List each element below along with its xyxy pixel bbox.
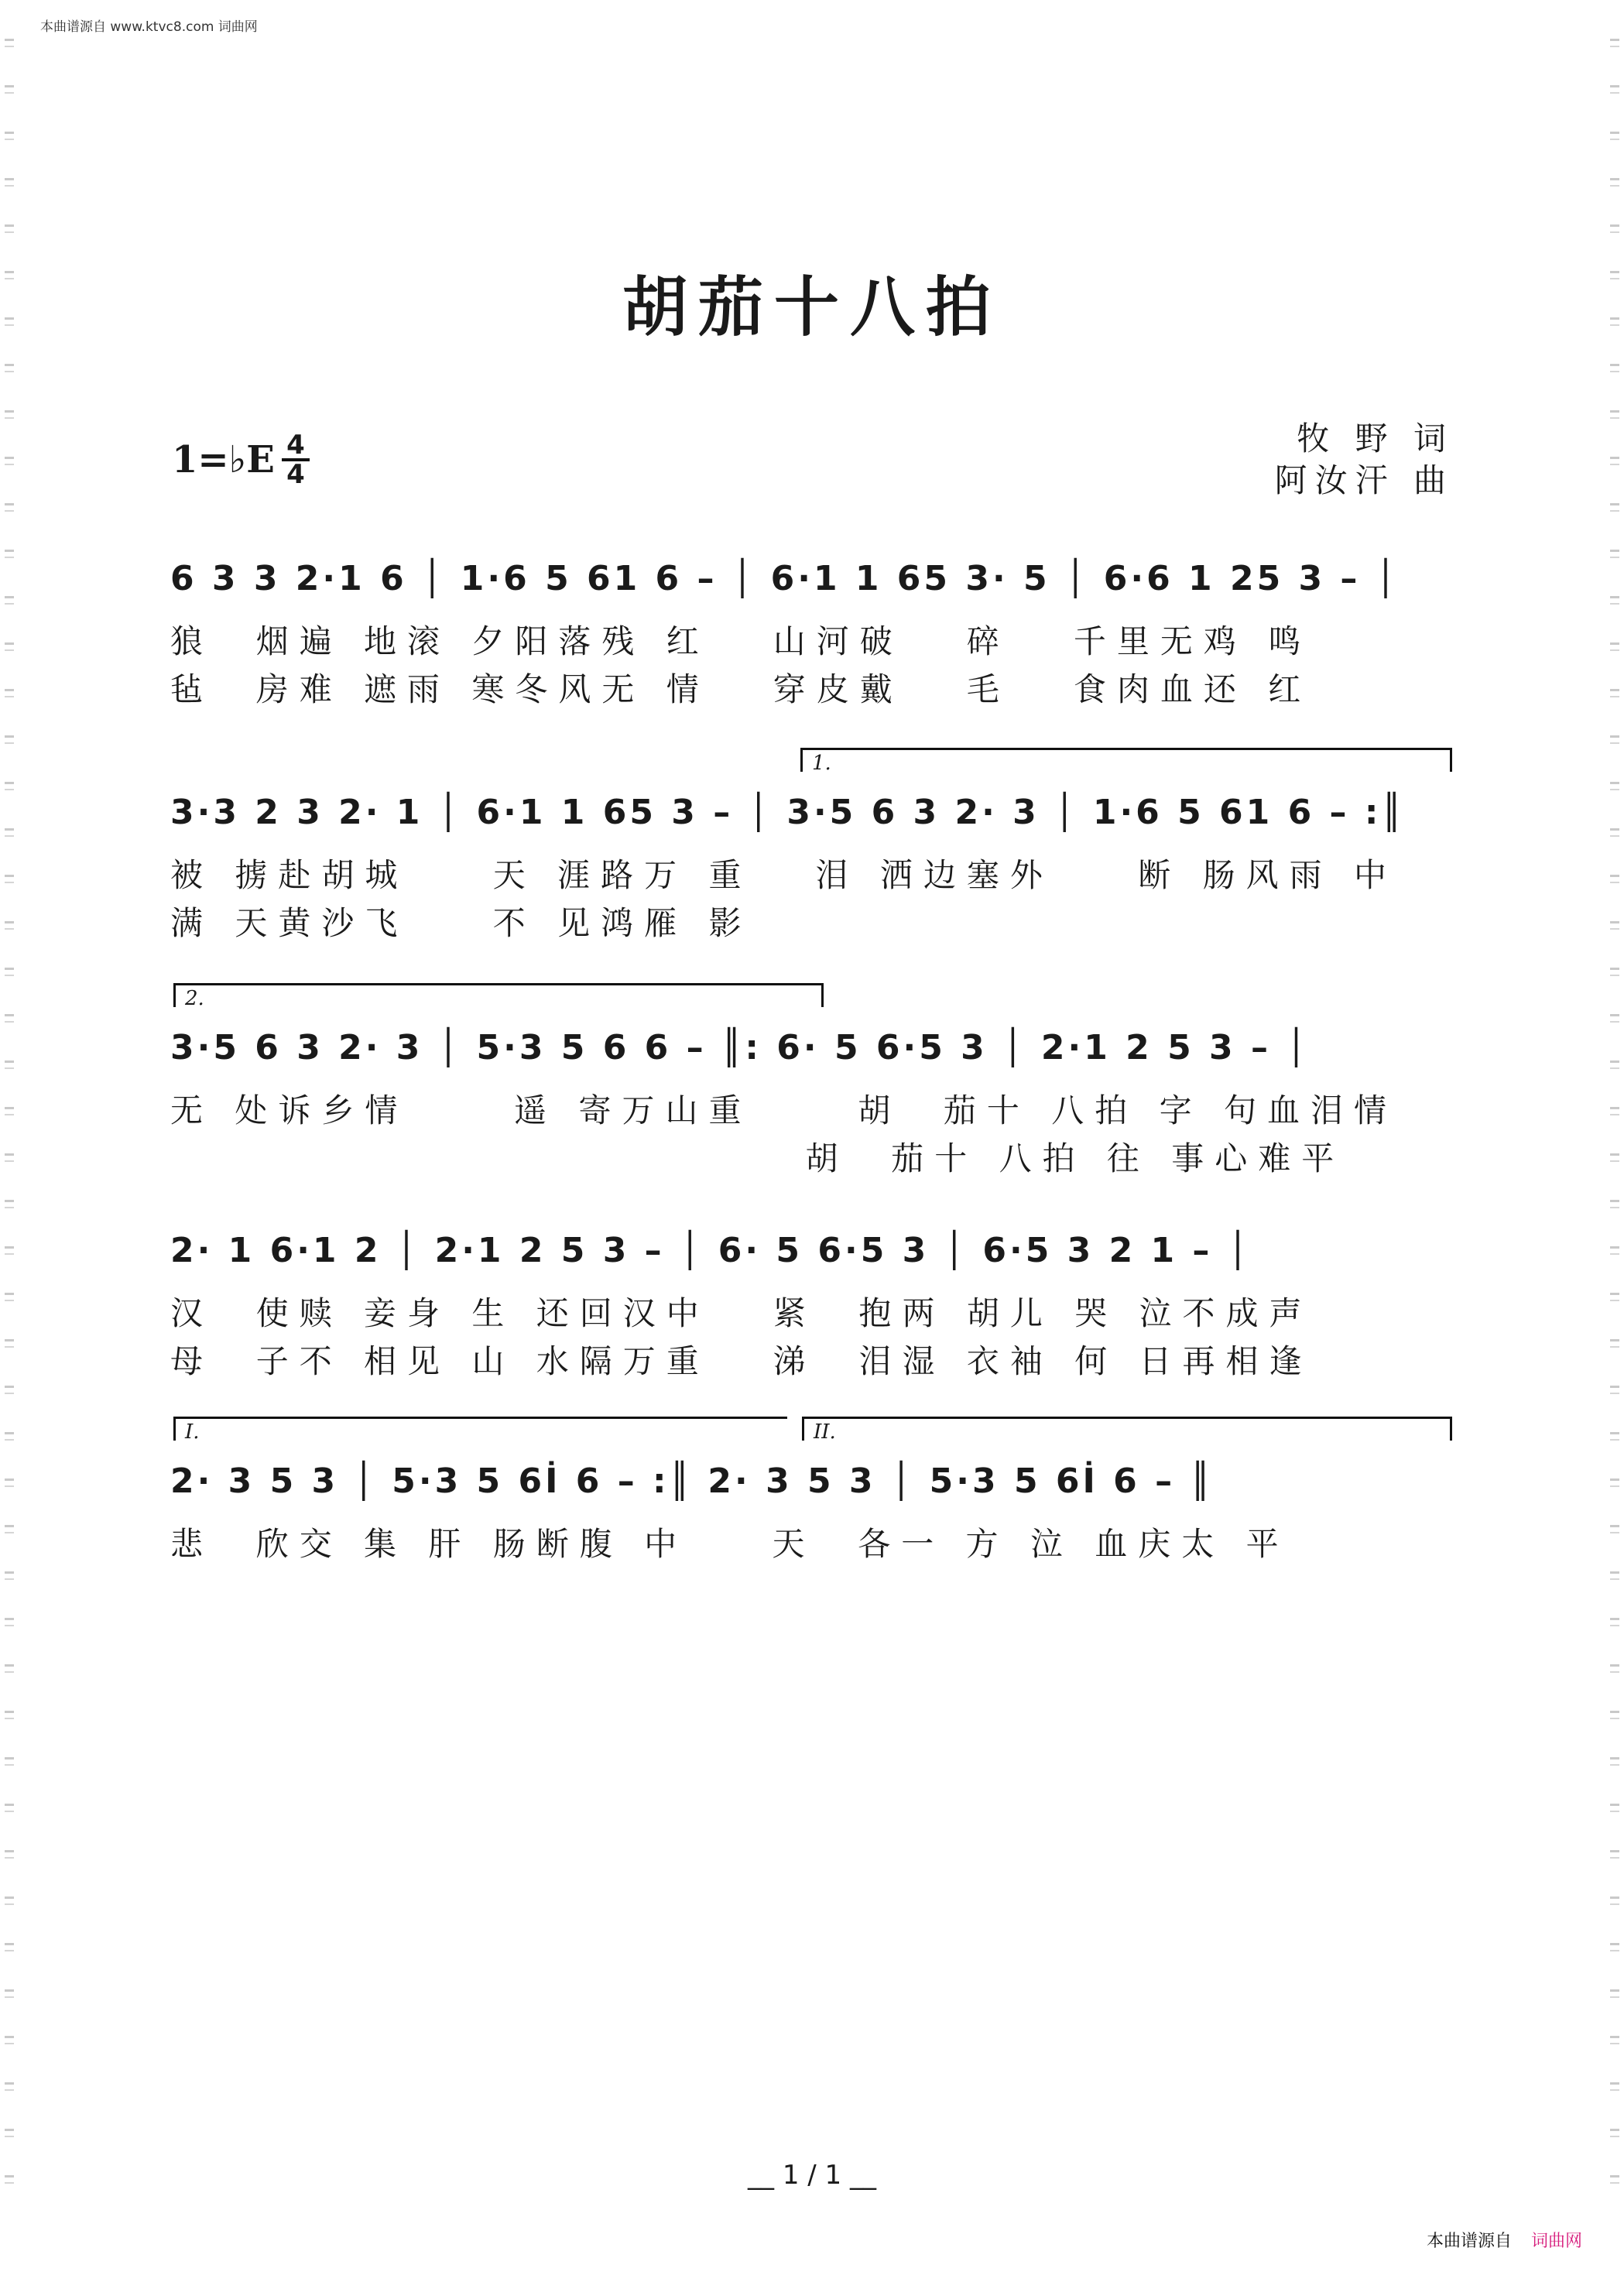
volta-bracket-1: [800, 748, 1452, 775]
volta-label: 2.: [185, 987, 204, 1010]
score-title: 胡茄十八拍: [622, 269, 1002, 345]
time-signature-top: 4: [286, 430, 305, 461]
source-footer-text: 本曲谱源自: [1426, 2232, 1512, 2251]
lyric-verse-2: 毡 房难 遮雨 寒冬风无 情 穿皮戴 毛 食肉血还 红: [170, 670, 1312, 708]
time-signature: [282, 430, 310, 490]
lyric-verse-2: 母 子不 相见 山 水隔万重 涕 泪湿 衣袖 何 日再相逢: [170, 1342, 1313, 1380]
notes-line: 3·3 2 3 2· 1 │ 6·1 1 65 3 – │ 3·5 6 3 2· 3 │ 1·6 5 61 6 – :║: [170, 793, 1405, 832]
notes-line: 2· 3 5 3 │ 5·3 5 6İ 6 – :║ 2· 3 5 3 │ 5·3 5 6İ 6 – ║: [170, 1461, 1214, 1501]
lyric-verse-1: 无 处诉乡情 遥 寄万山重 胡 茄十 八拍 字 句血泪情: [170, 1091, 1397, 1129]
volta-label: II.: [814, 1420, 836, 1444]
time-signature-bottom: 4: [286, 459, 305, 490]
source-footer: [1427, 2228, 1582, 2252]
lyric-verse-1: 汉 使赎 妾身 生 还回汉中 紧 抱两 胡儿 哭 泣不成声: [170, 1294, 1313, 1332]
volta-bracket-3: [173, 1417, 787, 1444]
volta-label: 1.: [812, 752, 831, 775]
page-number: __ 1 / 1 __: [748, 2160, 876, 2191]
lyric-verse-2: 满 天黄沙飞 不 见鸿雁 影: [170, 904, 752, 942]
left-watermark-strip: [5, 39, 14, 2206]
lyric-verse-1: 狼 烟遍 地滚 夕阳落残 红 山河破 碎 千里无鸡 鸣: [170, 622, 1312, 660]
volta-bracket-2: [173, 983, 824, 1010]
composer-credit: 阿汝汗 曲: [1274, 461, 1454, 499]
volta-bracket-4: [802, 1417, 1452, 1444]
lyric-verse-1: 被 掳赴胡城 天 涯路万 重 泪 洒边塞外 断 肠风雨 中: [170, 856, 1397, 894]
notes-line: 6 3 3 2·1 6 │ 1·6 5 61 6 – │ 6·1 1 65 3· 5 │ 6·6 1 25 3 – │: [170, 559, 1400, 598]
notes-line: 3·5 6 3 2· 3 │ 5·3 5 6 6 – ║: 6· 5 6·5 3 │ 2·1 2 5 3 – │: [170, 1028, 1310, 1067]
source-header-text: 本曲谱源自 www.ktvc8.com 词曲网: [40, 19, 258, 35]
source-footer-link[interactable]: 词曲网: [1530, 2232, 1582, 2251]
lyric-verse-2: 胡 茄十 八拍 往 事心难平: [170, 1139, 1345, 1177]
right-watermark-strip: [1610, 39, 1619, 2206]
lyricist-credit: 牧 野 词: [1297, 420, 1454, 457]
key-signature: 1=♭E: [172, 438, 275, 481]
volta-label: I.: [185, 1420, 200, 1444]
notes-line: 2· 1 6·1 2 │ 2·1 2 5 3 – │ 6· 5 6·5 3 │ 6·5 3 2 1 – │: [170, 1231, 1252, 1270]
lyric-verse-1: 悲 欣交 集 肝 肠断腹 中 天 各一 方 泣 血庆太 平: [170, 1525, 1290, 1563]
